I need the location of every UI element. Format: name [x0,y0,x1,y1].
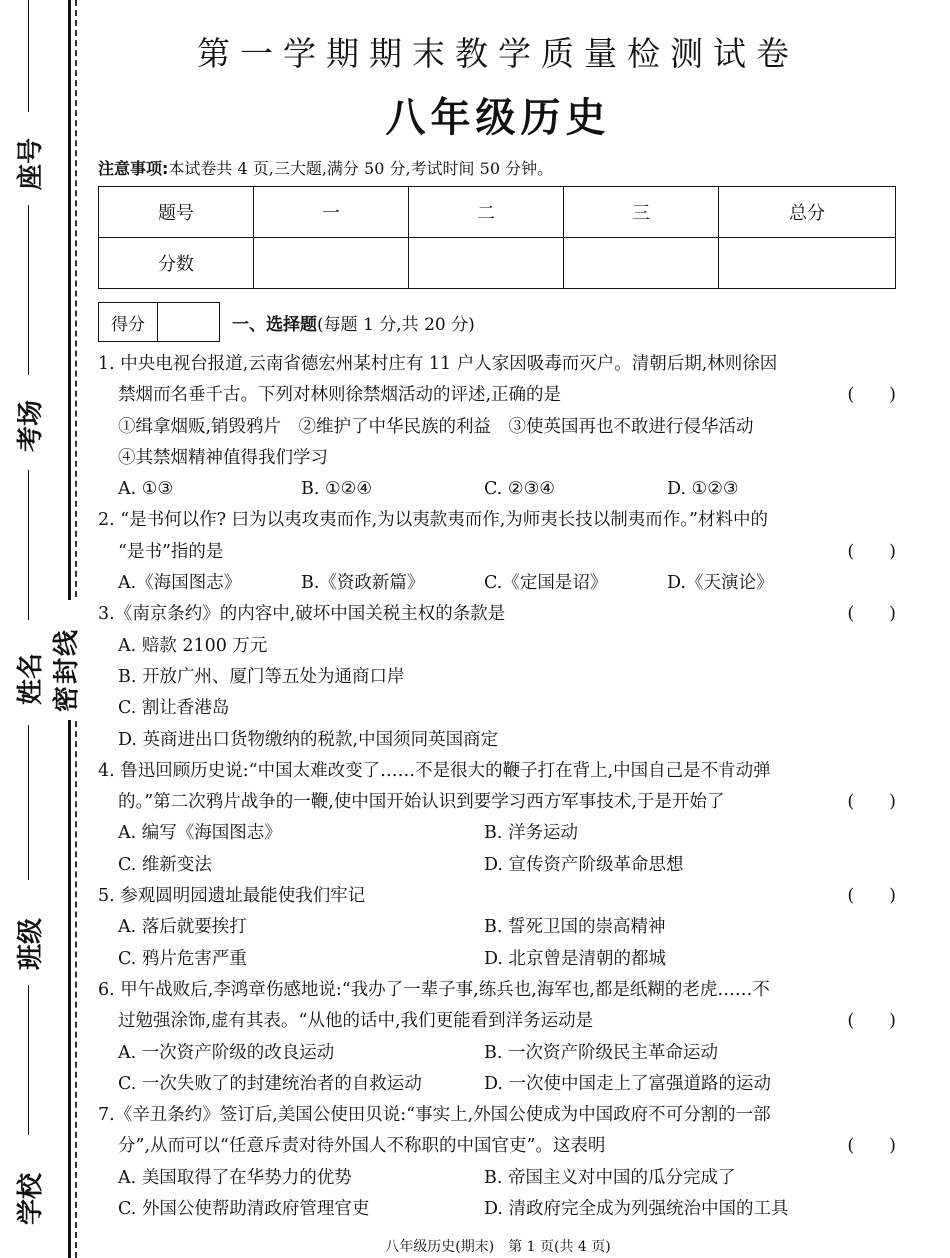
section-title-text: 一、选择题 [232,314,317,335]
question-2 [98,505,898,599]
school-write-line [28,985,29,1135]
option-row [98,568,898,599]
score-header-cell: 二 [409,187,564,238]
name-write-line [28,470,29,620]
option-row [98,944,898,975]
question-text: 3.《南京条约》的内容中,破坏中国关税主权的条款是 [98,604,506,625]
option-c[interactable]: C. 一次失败了的封建统治者的自救运动 [118,1073,422,1094]
question-text: 禁烟而名垂千古。下列对林则徐禁烟活动的评述,正确的是 [118,385,562,406]
option-a[interactable]: A. ①③ [118,479,174,500]
question-statement: ④其禁烟精神值得我们学习 [118,447,328,468]
section-score-label: 得分 [99,303,158,341]
answer-paren[interactable]: ( ) [847,604,896,625]
question-1 [98,349,898,505]
option-d[interactable]: D. 北京曾是清朝的都城 [484,948,667,969]
option-d[interactable]: D.《天演论》 [667,573,774,594]
option-b[interactable]: B. 帝国主义对中国的瓜分完成了 [484,1167,736,1188]
option-d[interactable]: D. 清政府完全成为列强统治中国的工具 [484,1199,789,1220]
score-cell[interactable] [254,238,409,289]
option-b[interactable]: B. ①②④ [301,479,373,500]
exam-notes [98,156,898,178]
question-text-line [98,599,898,630]
class-label: 班级 [16,917,46,970]
question-text: 4. 鲁迅回顾历史说:“中国太难改变了……不是很大的鞭子打在背上,中国自己是不肯动弹 [98,760,771,781]
option-c[interactable]: C. ②③④ [484,479,555,500]
answer-paren[interactable]: ( ) [847,541,896,562]
option-a[interactable]: A. 落后就要挨打 [118,917,247,938]
question-text-line [98,1006,898,1037]
question-6 [98,975,898,1100]
option-c[interactable]: C.《定国是诏》 [484,573,608,594]
option-b[interactable]: B. 一次资产阶级民主革命运动 [484,1042,718,1063]
question-text-line [98,881,898,912]
question-5 [98,881,898,975]
option-row [98,1038,898,1069]
score-cell[interactable] [409,238,564,289]
score-table-header [99,187,896,238]
answer-paren[interactable]: ( ) [847,1136,896,1157]
question-4 [98,756,898,881]
option-a[interactable]: A. 一次资产阶级的改良运动 [118,1042,335,1063]
school-label: 学校 [16,1172,46,1225]
question-statement: ①缉拿烟贩,销毁鸦片 ②维护了中华民族的利益 ③使英国再也不敢进行侵华活动 [118,416,754,437]
room-label: 考场 [16,399,46,452]
question-text: 6. 甲午战败后,李鸿章伤感地说:“我办了一辈子事,练兵也,海军也,都是纸糊的老虎……不 [98,979,770,1000]
answer-paren[interactable]: ( ) [847,792,896,813]
score-cell[interactable] [719,238,896,289]
score-header-cell: 三 [564,187,719,238]
answer-paren[interactable]: ( ) [847,1011,896,1032]
seat-label: 座号 [16,137,46,190]
section-header [98,301,898,343]
score-header-cell: 题号 [99,187,254,238]
option-d[interactable]: D. 宣传资产阶级革命思想 [484,854,684,875]
option-row [98,474,898,505]
question-3 [98,599,898,755]
option-c[interactable]: C. 鸦片危害严重 [118,948,247,969]
seal-line-label: 密封线 [52,627,82,712]
class-write-line [28,725,29,880]
section-title [232,310,475,335]
exam-page [98,0,898,1225]
score-header-cell: 总分 [719,187,896,238]
answer-paren[interactable]: ( ) [847,886,896,907]
score-row-label: 分数 [99,238,254,289]
question-text: 的。”第二次鸦片战争的一鞭,使中国开始认识到要学习西方军事技术,于是开始了 [118,792,725,813]
question-text-line [98,787,898,818]
binding-strip [0,0,80,1258]
option-b[interactable]: B. 誓死卫国的崇高精神 [484,917,666,938]
question-text: 过勉强涂饰,虚有其表。“从他的话中,我们更能看到洋务运动是 [118,1011,594,1032]
option-b[interactable]: B.《资政新篇》 [301,573,425,594]
room-write-line [28,205,29,375]
question-text-line [98,1131,898,1162]
option-b[interactable]: B. 洋务运动 [484,823,578,844]
section-score-box [98,302,220,342]
option-a[interactable]: A.《海国图志》 [118,573,242,594]
page-footer: 八年级历史(期末) 第 1 页(共 4 页) [385,1239,611,1255]
option-row [98,1069,898,1100]
option-row [98,1163,898,1194]
score-table [98,186,896,289]
question-text-line [98,537,898,568]
seat-write-line [28,0,29,112]
option-row [98,818,898,849]
question-text: 1. 中央电视台报道,云南省德宏州某村庄有 11 户人家因吸毒而灭户。清朝后期,林则徐因 [98,354,778,374]
option-row [98,912,898,943]
answer-paren[interactable]: ( ) [847,385,896,406]
section-score-field[interactable] [158,303,219,341]
option-a[interactable]: A. 赔款 2100 万元 [118,635,268,656]
option-row [98,850,898,881]
exam-subtitle: 八年级历史 [385,95,611,141]
option-c[interactable]: C. 割让香港岛 [118,698,230,719]
question-list [98,349,898,1225]
exam-title: 第一学期期末教学质量检测试卷 [197,34,799,73]
question-text: “是书”指的是 [118,541,224,562]
option-d[interactable]: D. 英商进出口货物缴纳的税款,中国须同英国商定 [118,729,499,750]
question-text: 5. 参观圆明园遗址最能使我们牢记 [98,886,366,907]
option-d[interactable]: D. ①②③ [667,479,739,500]
question-7 [98,1100,898,1225]
question-text: 分”,从而可以“任意斥责对待外国人不称职的中国官吏”。这表明 [118,1136,606,1157]
question-text-line [98,380,898,411]
option-row [98,1194,898,1225]
question-text: 2. “是书何以作? 曰为以夷攻夷而作,为以夷款夷而作,为师夷长技以制夷而作。”材料中的 [98,510,768,531]
option-a[interactable]: A. 美国取得了在华势力的优势 [118,1167,352,1188]
score-cell[interactable] [564,238,719,289]
section-note: (每题 1 分,共 20 分) [317,314,475,335]
name-label: 姓名 [16,652,46,705]
option-a[interactable]: A. 编写《海国图志》 [118,823,282,844]
notes-label: 注意事项: [98,159,169,178]
option-c[interactable]: C. 外国公使帮助清政府管理官吏 [118,1199,370,1220]
notes-text: 本试卷共 4 页,三大题,满分 50 分,考试时间 50 分钟。 [168,159,554,178]
score-header-cell: 一 [254,187,409,238]
option-d[interactable]: D. 一次使中国走上了富强道路的运动 [484,1073,772,1094]
option-b[interactable]: B. 开放广州、厦门等五处为通商口岸 [118,666,405,687]
score-table-row [99,238,896,289]
question-text: 7.《辛丑条约》签订后,美国公使田贝说:“事实上,外国公使成为中国政府不可分割的一部 [98,1105,771,1126]
option-c[interactable]: C. 维新变法 [118,854,212,875]
